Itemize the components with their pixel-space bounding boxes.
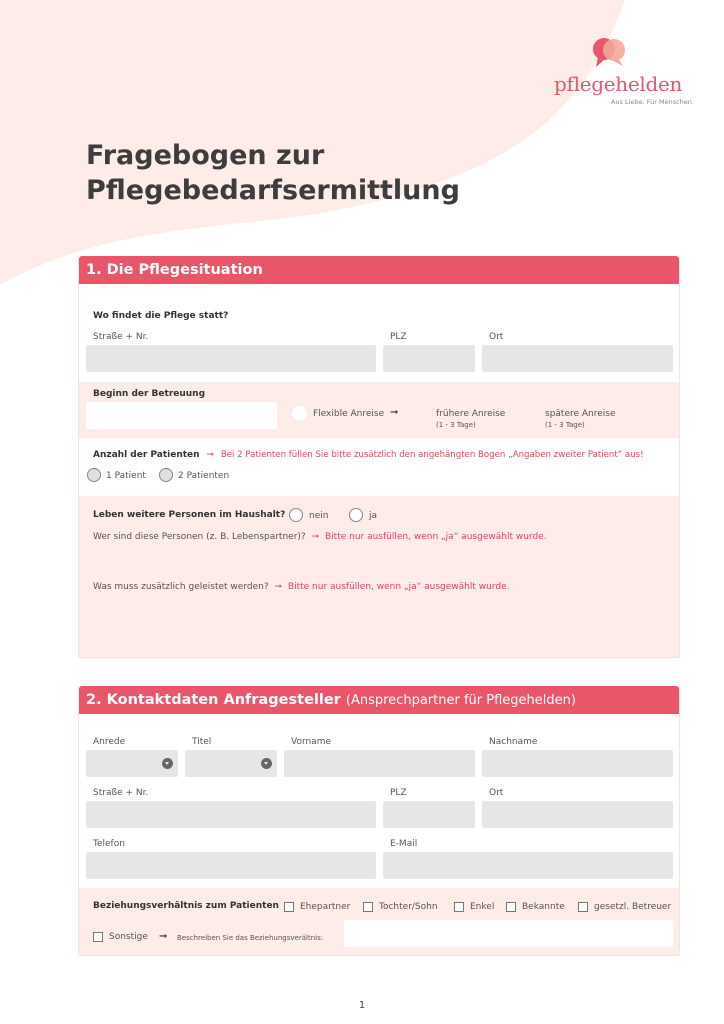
extra-question: Was muss zusätzlich geleistet werden? (93, 582, 269, 592)
yes-radio[interactable] (349, 508, 363, 522)
section-kontaktdaten (78, 686, 680, 956)
street-label: Straße + Nr. (93, 332, 149, 342)
ort-label: Ort (489, 332, 504, 342)
section-1-header: 1. Die Pflegesituation (79, 256, 679, 284)
extra-question-row (93, 582, 509, 592)
section-2-subtitle: (Ansprechpartner für Pflegehelden) (345, 693, 576, 708)
titel-label: Titel (192, 737, 212, 747)
nachname-label: Nachname (489, 737, 538, 747)
street-input[interactable] (86, 801, 376, 828)
plz-input[interactable] (383, 345, 475, 372)
relation-checkbox-bekannte[interactable] (506, 902, 516, 912)
relation-tochter-sohn: Tochter/Sohn (379, 902, 438, 912)
flexible-label: Flexible Anreise (313, 409, 385, 419)
start-band (79, 382, 679, 438)
relation-bekannte: Bekannte (522, 902, 565, 912)
who-note: Bitte nur ausfüllen, wenn „ja“ ausgewählt wurde. (325, 532, 547, 542)
plz-label: PLZ (390, 788, 407, 798)
arrow-icon: ➞ (159, 931, 168, 942)
patients-label (93, 450, 644, 460)
plz-label: PLZ (390, 332, 407, 342)
plz-input[interactable] (383, 801, 475, 828)
arrow-icon: ➞ (390, 407, 399, 418)
flexible-radio[interactable] (291, 405, 308, 422)
start-date-input[interactable] (86, 402, 277, 429)
arrow-icon: ➞ (311, 532, 320, 542)
patients-note: Bei 2 Patienten füllen Sie bitte zusätzlich den angehängten Bogen „Angaben zweiter Patient“ aus! (220, 450, 644, 460)
earlier-sub: (1 - 3 Tage) (436, 421, 476, 429)
title-line-1: Fragebogen zur (86, 140, 325, 171)
no-radio[interactable] (289, 508, 303, 522)
section-2-header (79, 686, 679, 714)
logo-name: pflegehelden (554, 72, 683, 96)
page-title (86, 138, 506, 208)
relation-enkel: Enkel (470, 902, 495, 912)
patients-label-text: Anzahl der Patienten (93, 450, 200, 460)
relation-label: Beziehungsverhältnis zum Patienten (93, 901, 279, 911)
vorname-input[interactable] (284, 750, 475, 777)
patient-2-radio[interactable] (159, 468, 173, 482)
extra-note: Bitte nur ausfüllen, wenn „ja“ ausgewählt wurde. (287, 582, 510, 592)
email-input[interactable] (383, 852, 673, 879)
patient-1-label: 1 Patient (106, 471, 146, 481)
earlier-label: frühere Anreise (436, 409, 506, 419)
relation-ehepartner: Ehepartner (300, 902, 351, 912)
other-relation-input[interactable] (344, 920, 673, 947)
relation-checkbox-ehepartner[interactable] (284, 902, 294, 912)
who-question: Wer sind diese Personen (z. B. Lebenspartner)? (93, 532, 306, 542)
phone-label: Telefon (93, 839, 125, 849)
start-label: Beginn der Betreuung (93, 389, 206, 399)
relation-sonstige: Sonstige (109, 932, 148, 942)
yes-label: ja (369, 511, 378, 521)
ort-label: Ort (489, 788, 504, 798)
nachname-input[interactable] (482, 750, 673, 777)
later-sub: (1 - 3 Tage) (545, 421, 585, 429)
phone-input[interactable] (86, 852, 376, 879)
no-label: nein (309, 511, 329, 521)
relation-checkbox-sonstige[interactable] (93, 932, 103, 942)
anrede-label: Anrede (93, 737, 126, 747)
logo-tagline: Aus Liebe. Für Menschen. (611, 98, 694, 106)
anrede-select[interactable] (86, 750, 178, 777)
chevron-down-icon (261, 758, 272, 769)
patient-1-radio[interactable] (87, 468, 101, 482)
street-input[interactable] (86, 345, 376, 372)
street-label: Straße + Nr. (93, 788, 149, 798)
relation-betreuer: gesetzl. Betreuer (594, 902, 672, 912)
arrow-icon: ➞ (274, 582, 283, 592)
relation-checkbox-betreuer[interactable] (578, 902, 588, 912)
relation-checkbox-enkel[interactable] (454, 902, 464, 912)
later-label: spätere Anreise (545, 409, 616, 419)
logo (548, 32, 698, 112)
patient-2-label: 2 Patienten (178, 471, 230, 481)
other-hint: Beschreiben Sie das Beziehungsverältnis: (177, 934, 324, 942)
page-number: 1 (358, 1000, 366, 1011)
section-2-title: 2. Kontaktdaten Anfragesteller (86, 692, 341, 708)
arrow-icon: ➞ (206, 450, 214, 460)
chevron-down-icon (162, 758, 173, 769)
section-pflegesituation (78, 256, 680, 658)
who-question-row (93, 532, 547, 542)
ort-input[interactable] (482, 801, 673, 828)
where-question: Wo findet die Pflege statt? (93, 311, 229, 321)
email-label: E-Mail (390, 839, 418, 849)
relation-checkbox-tochter-sohn[interactable] (363, 902, 373, 912)
titel-select[interactable] (185, 750, 277, 777)
household-band (79, 496, 679, 657)
household-question: Leben weitere Personen im Haushalt? (93, 510, 286, 520)
title-line-2: Pflegebedarfsermittlung (86, 175, 460, 206)
ort-input[interactable] (482, 345, 673, 372)
vorname-label: Vorname (291, 737, 332, 747)
relation-band (79, 888, 679, 955)
speech-bubbles-icon (590, 34, 630, 72)
